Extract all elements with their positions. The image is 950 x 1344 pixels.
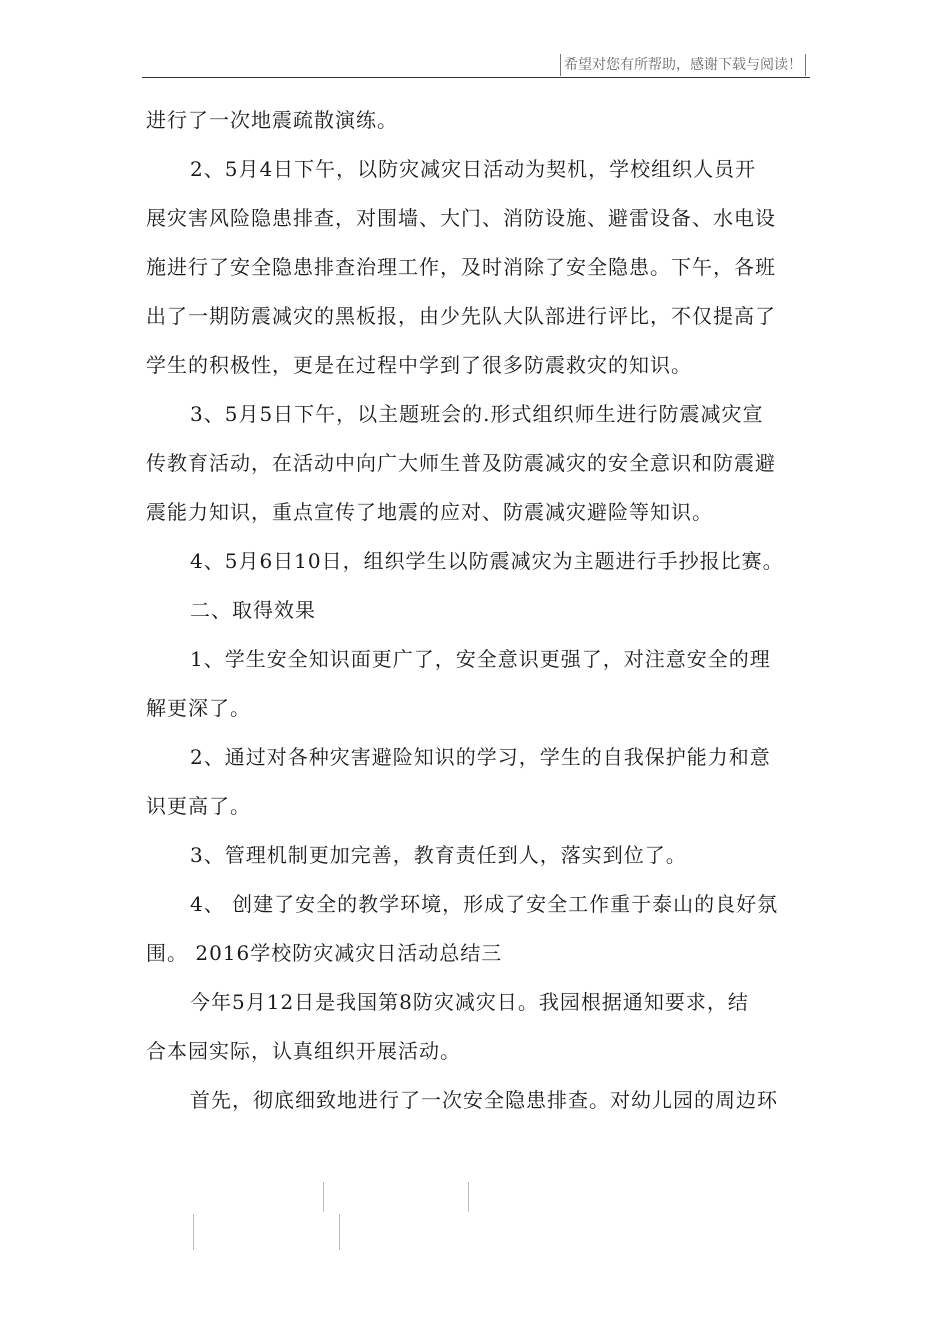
text-line: 震能力知识，重点宣传了地震的应对、防震减灾避险等知识。 (146, 500, 713, 524)
text-line: 4、5月6日10日，组织学生以防震减灾为主题进行手抄报比赛。 (190, 549, 784, 573)
text-line: 出了一期防震减灾的黑板报，由少先队大队部进行评比，不仅提高了 (146, 304, 776, 328)
text-line: 首先，彻底细致地进行了一次安全隐患排查。对幼儿园的周边环 (190, 1088, 778, 1112)
text-line: 3、5月5日下午，以主题班会的.形式组织师生进行防震减灾宣 (190, 402, 764, 426)
text-line: 3、管理机制更加完善，教育责任到人，落实到位了。 (190, 843, 687, 867)
text-line: 二、取得效果 (190, 598, 316, 622)
text-line: 4、 创建了安全的教学环境，形成了安全工作重于泰山的良好氛 (190, 892, 779, 916)
text-line: 2、5月4日下午，以防灾减灾日活动为契机，学校组织人员开 (190, 157, 757, 181)
margin-mark (193, 1214, 194, 1250)
text-line: 围。 2016学校防灾减灾日活动总结三 (146, 941, 503, 965)
text-line: 解更深了。 (146, 696, 251, 720)
text-line: 今年5月12日是我国第8防灾减灾日。我园根据通知要求，结 (190, 990, 749, 1014)
text-line: 合本园实际，认真组织开展活动。 (146, 1039, 461, 1063)
text-line: 学生的积极性，更是在过程中学到了很多防震救灾的知识。 (146, 353, 692, 377)
margin-mark (468, 1182, 469, 1212)
document-body (146, 96, 816, 1125)
text-line: 施进行了安全隐患排查治理工作，及时消除了安全隐患。下午，各班 (146, 255, 776, 279)
header-divider (142, 77, 810, 78)
text-line: 1、学生安全知识面更广了，安全意识更强了，对注意安全的理 (190, 647, 771, 671)
text-line: 展灾害风险隐患排查，对围墙、大门、消防设施、避雷设备、水电设 (146, 206, 776, 230)
margin-mark (339, 1214, 340, 1250)
text-line: 识更高了。 (146, 794, 251, 818)
text-line: 进行了一次地震疏散演练。 (146, 108, 398, 132)
margin-mark (323, 1182, 324, 1212)
text-line: 传教育活动，在活动中向广大师生普及防震减灾的安全意识和防震避 (146, 451, 776, 475)
header-note: 希望对您有所帮助，感谢下载与阅读！ (560, 54, 806, 76)
text-line: 2、通过对各种灾害避险知识的学习，学生的自我保护能力和意 (190, 745, 771, 769)
